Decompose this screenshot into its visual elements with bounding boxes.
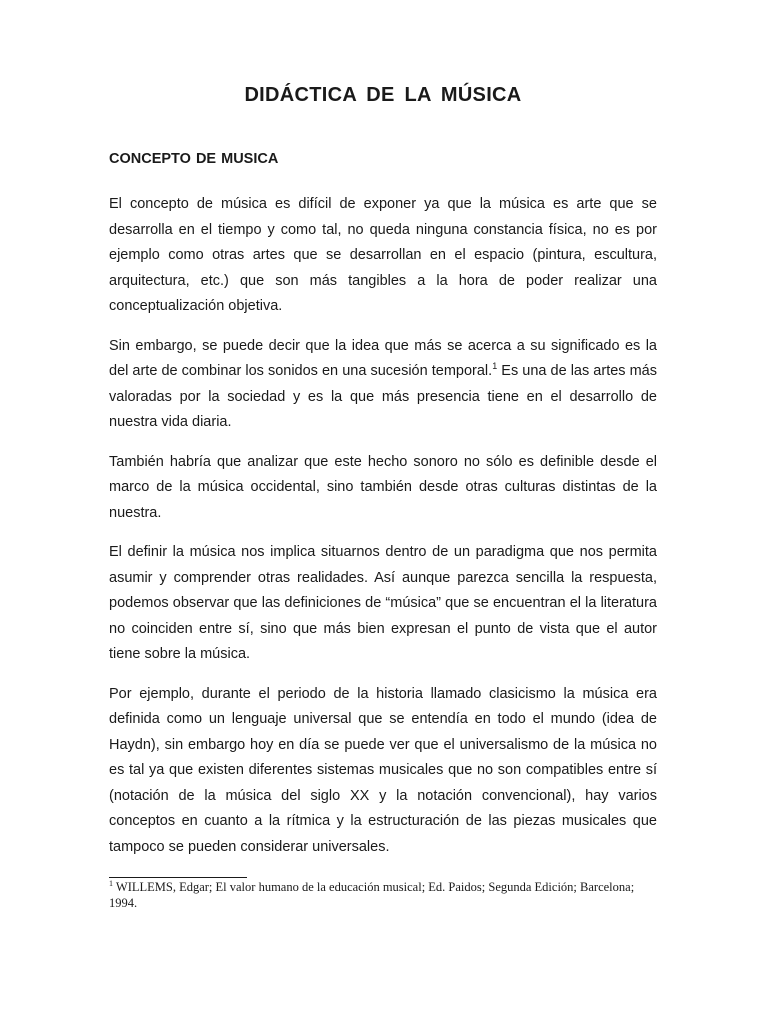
paragraph-4: El definir la música nos implica situarnos dentro de un paradigma que nos permita asumir y comprender otras realidades. Así aunque parezca sencilla la respuesta, podemos observar que las definiciones de “música” que se encuentran el la literatura no coinciden entre sí, sino que más bien expresan el punto de vista que el autor tiene sobre la música. bbox=[109, 544, 657, 662]
paragraph-3: También habría que analizar que este hecho sonoro no sólo es definible desde el marco de la música occidental, sino también desde otras culturas distintas de la nuestra. bbox=[109, 453, 657, 521]
section-heading: CONCEPTO DE MUSICA bbox=[109, 151, 279, 167]
paragraph-1: El concepto de música es difícil de exponer ya que la música es arte que se desarrolla en el tiempo y como tal, no queda ninguna constancia física, no es por ejemplo como otras artes que se desarrollan en el espacio (pintura, escultura, arquitectura, etc.) que son más tangibles a la hora de poder realizar una conceptualización objetiva. bbox=[109, 196, 657, 314]
body-text bbox=[109, 192, 657, 874]
footnote-reference[interactable]: 1 bbox=[492, 361, 498, 372]
paragraph-2-text-start: Sin embargo, se puede decir que la idea que más se acerca a su significado es la del arte de combinar los sonidos en una sucesión temporal. bbox=[109, 337, 657, 379]
paragraph-5: Por ejemplo, durante el periodo de la historia llamado clasicismo la música era definida como un lenguaje universal que se entendía en todo el mundo (idea de Haydn), sin embargo hoy en día se puede ver que el universalismo de la música no es tal ya que existen diferentes sistemas musicales que no son compatibles entre sí (notación de la música del siglo XX y la notación convencional), hay varios conceptos en cuanto a la rítmica y la estructuración de las piezas musicales que tampoco se pueden considerar universales. bbox=[109, 685, 657, 855]
paragraph-2-text-end: Es una de las artes más valoradas por la sociedad y es la que más presencia tiene en el desarrollo de nuestra vida diaria. bbox=[109, 363, 657, 430]
footnote bbox=[109, 879, 657, 911]
footnote-marker: 1 bbox=[109, 878, 113, 888]
footnote-separator bbox=[109, 877, 247, 878]
paragraph-2 bbox=[109, 334, 657, 436]
document-title: DIDÁCTICA DE LA MÚSICA bbox=[244, 84, 522, 106]
footnote-text: WILLEMS, Edgar; El valor humano de la educación musical; Ed. Paidos; Segunda Edición; Barcelona; 1994. bbox=[109, 880, 635, 910]
